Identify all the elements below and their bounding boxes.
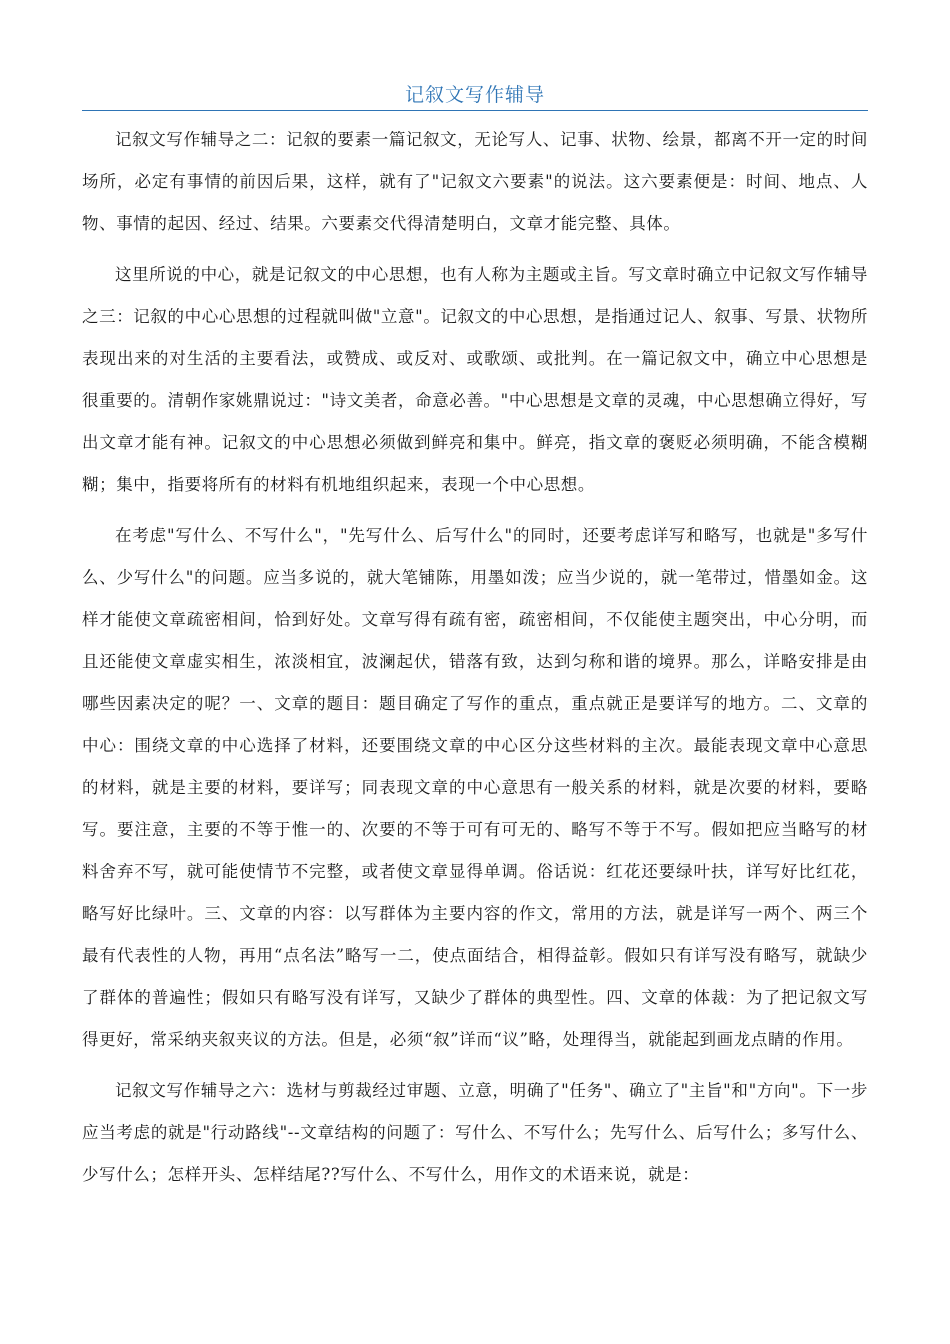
document-page — [82, 0, 868, 1196]
paragraph-4: 记叙文写作辅导之六：选材与剪裁经过审题、立意，明确了"任务"、确立了"主旨"和"方向"。下一步应当考虑的就是"行动路线"--文章结构的问题了：写什么、不写什么；先写什么、后写什么；多写什么、少写什么；怎样开头、怎样结尾??写什么、不写什么，用作文的术语来说，就是： — [82, 1081, 868, 1184]
title-underline — [82, 110, 868, 111]
paragraph-3: 在考虑"写什么、不写什么"，"先写什么、后写什么"的同时，还要考虑详写和略写，也就是"多写什么、少写什么"的问题。应当多说的，就大笔铺陈，用墨如泼；应当少说的，就一笔带过，惜墨如金。这样才能使文章疏密相间，恰到好处。文章写得有疏有密，疏密相间，不仅能使主题突出，中心分明，而且还能使文章虚实相生，浓淡相宜，波澜起伏，错落有致，达到匀称和谐的境界。那么，详略安排是由哪些因素决定的呢？一、文章的题目：题目确定了写作的重点，重点就正是要详写的地方。二、文章的中心：围绕文章的中心选择了材料，还要围绕文章的中心区分这些材料的主次。最能表现文章中心意思的材料，就是主要的材料，要详写；同表现文章的中心意思有一般关系的材料，就是次要的材料，要略写。要注意，主要的不等于惟一的、次要的不等于可有可无的、略写不等于不写。假如把应当略写的材料舍弃不写，就可能使情节不完整，或者使文章显得单调。俗话说：红花还要绿叶扶，详写好比红花，略写好比绿叶。三、文章的内容：以写群体为主要内容的作文，常用的方法，就是详写一两个、两三个最有代表性的人物，再用“点名法”略写一二，使点面结合，相得益彰。假如只有详写没有略写，就缺少了群体的普遍性；假如只有略写没有详写，又缺少了群体的典型性。四、文章的体裁：为了把记叙文写得更好，常采纳夹叙夹议的方法。但是，必须“叙”详而“议”略，处理得当，就能起到画龙点睛的作用。 — [82, 526, 868, 1049]
paragraph-1: 记叙文写作辅导之二：记叙的要素一篇记叙文，无论写人、记事、状物、绘景，都离不开一定的时间场所，必定有事情的前因后果，这样，就有了"记叙文六要素"的说法。这六要素便是：时间、地点、人物、事情的起因、经过、结果。六要素交代得清楚明白，文章才能完整、具体。 — [82, 130, 868, 233]
document-title: 记叙文写作辅导 — [404, 84, 545, 106]
paragraph-2: 这里所说的中心，就是记叙文的中心思想，也有人称为主题或主旨。写文章时确立中记叙文写作辅导之三：记叙的中心心思想的过程就叫做"立意"。记叙文的中心思想，是指通过记人、叙事、写景、状物所表现出来的对生活的主要看法，或赞成、或反对、或歌颂、或批判。在一篇记叙文中，确立中心思想是很重要的。清朝作家姚鼎说过："诗文美者，命意必善。"中心思想是文章的灵魂，中心思想确立得好，写出文章才能有神。记叙文的中心思想必须做到鲜亮和集中。鲜亮，指文章的褒贬必须明确，不能含模糊糊；集中，指要将所有的材料有机地组织起来，表现一个中心思想。 — [82, 265, 868, 494]
